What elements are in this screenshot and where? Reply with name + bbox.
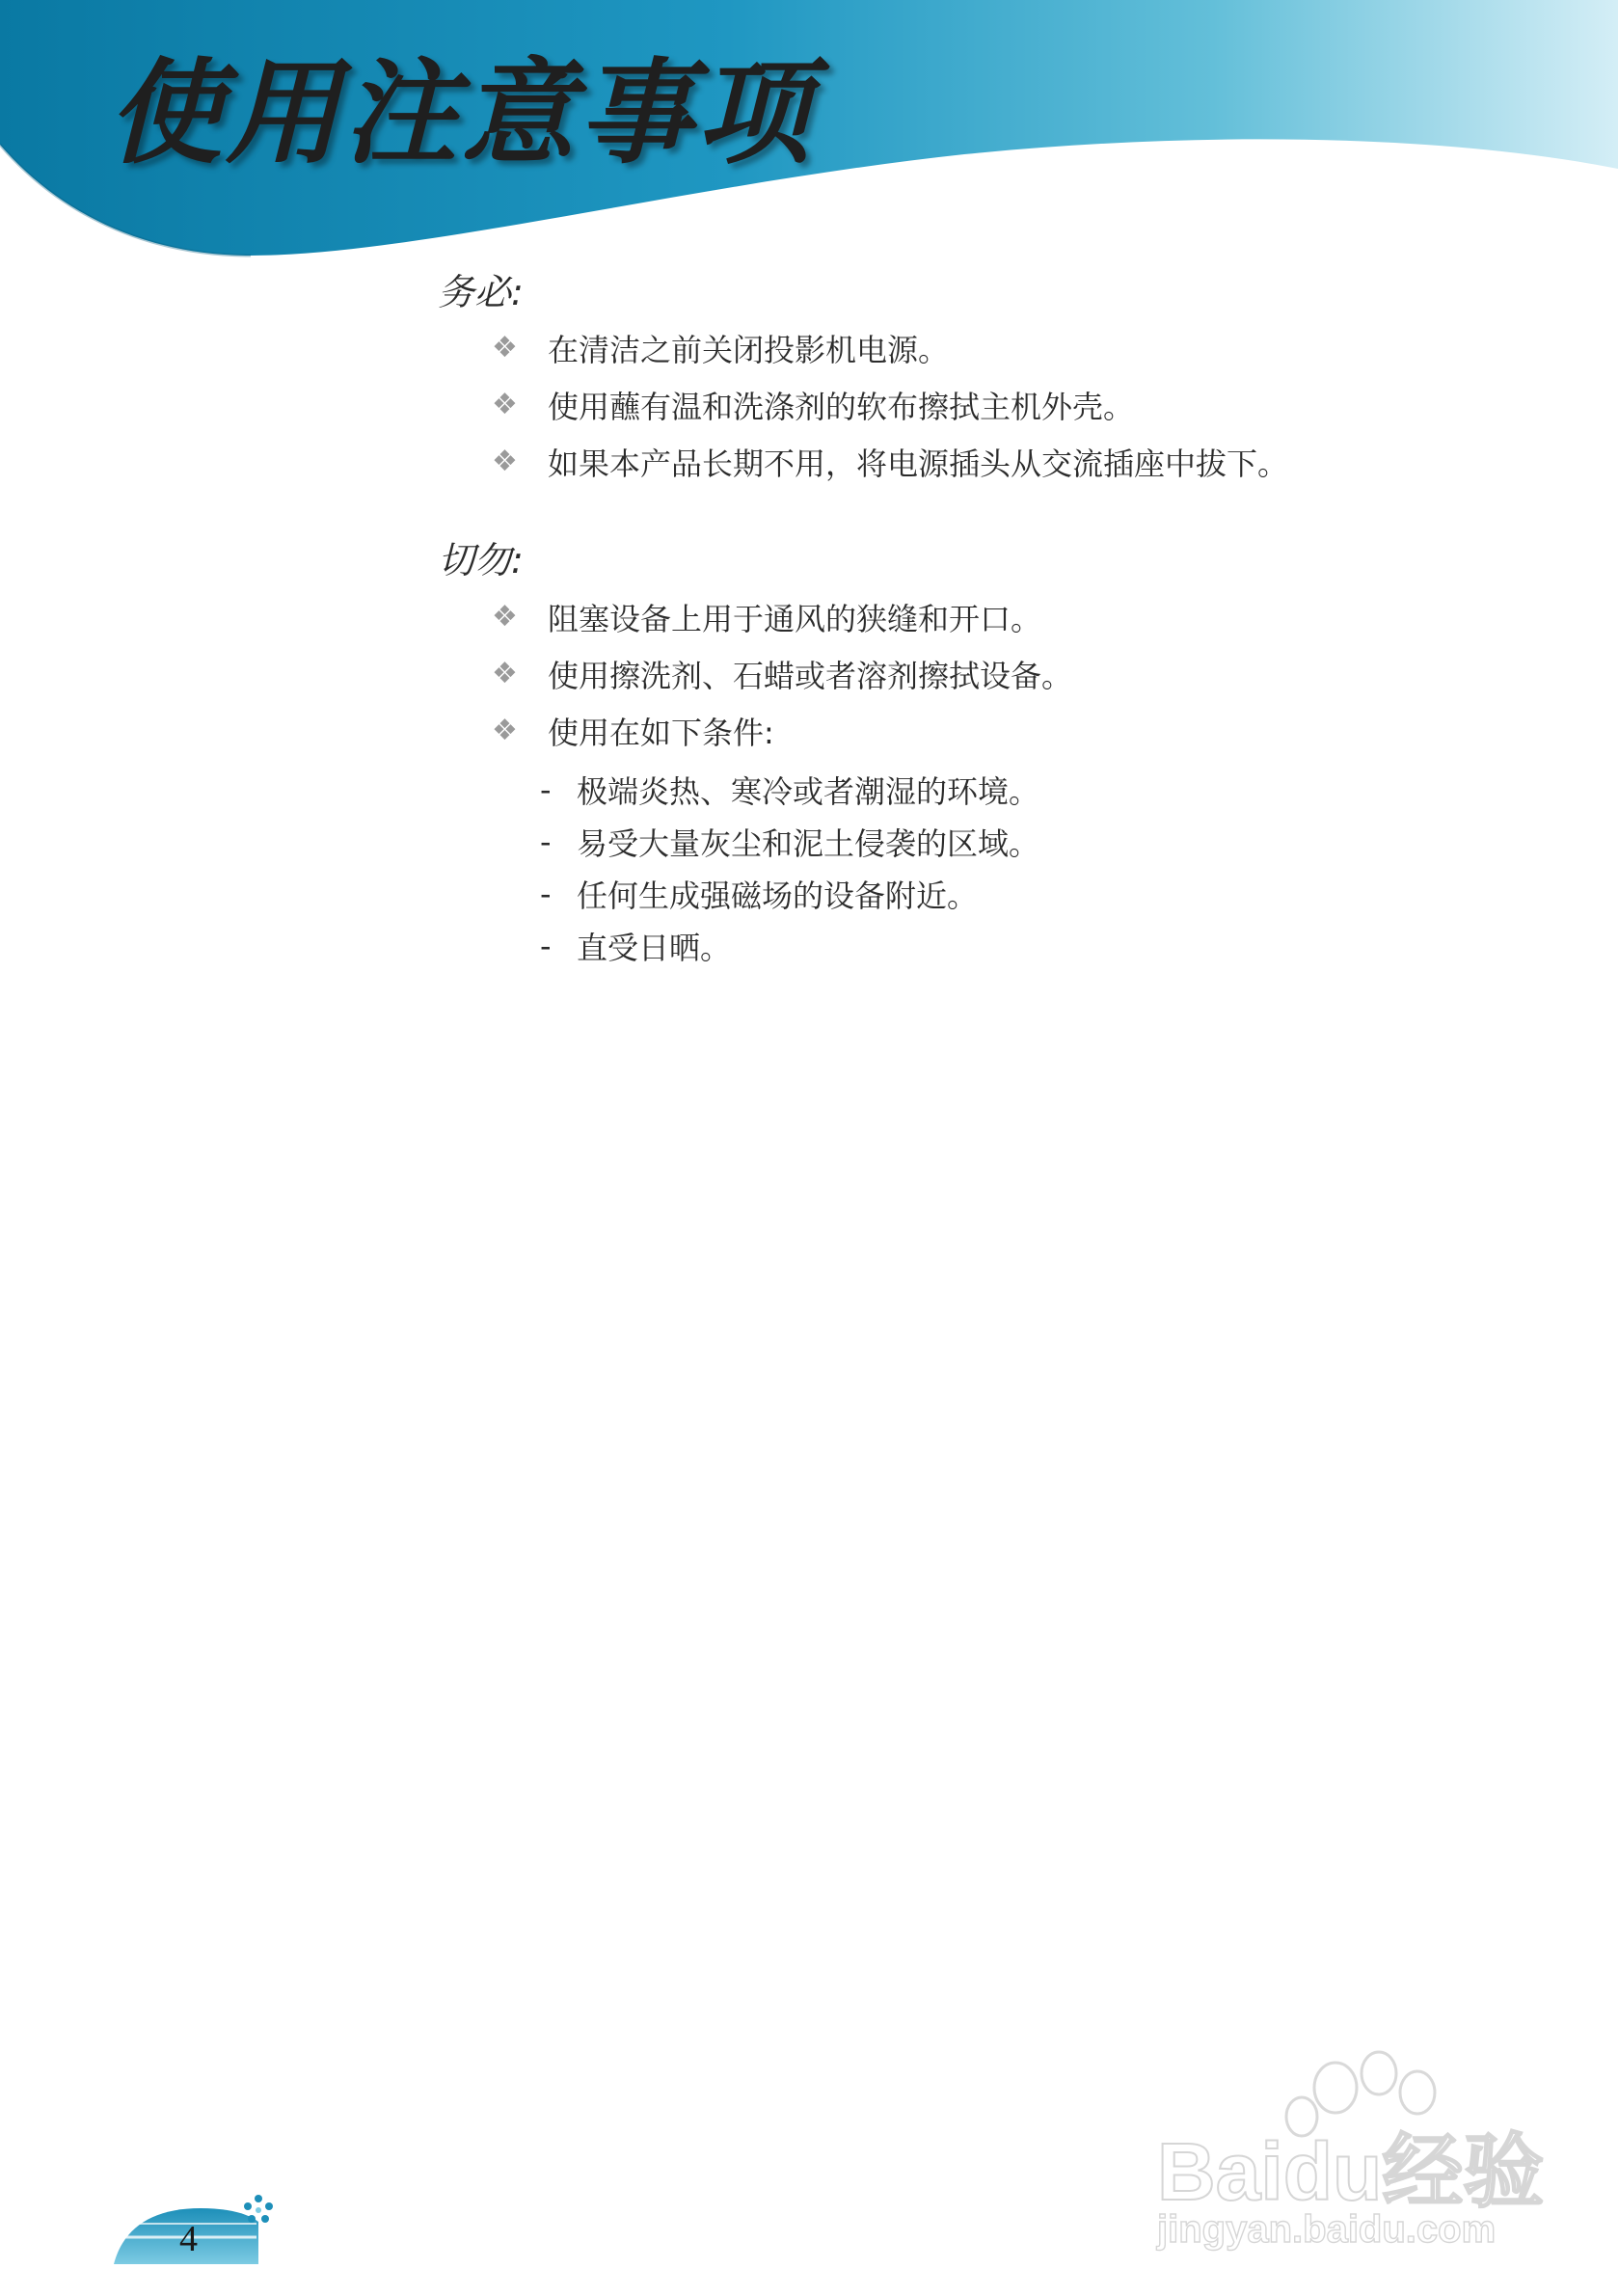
list-item-text: 使用在如下条件: [548, 714, 774, 751]
watermark-brand: Baidu经验 [1157, 2126, 1545, 2217]
list-item-text: 使用擦洗剂、石蜡或者溶剂擦拭设备。 [548, 657, 1073, 694]
dash-marker: - [540, 824, 552, 860]
list-item [492, 433, 1288, 490]
section-heading-do: 务必: [438, 271, 524, 313]
section-heading-dont: 切勿: [438, 539, 524, 581]
sub-item-text: 直受日晒。 [577, 930, 732, 966]
do-list [492, 319, 1288, 490]
list-item [492, 645, 1072, 702]
list-item-text: 在清洁之前关闭投影机电源。 [548, 331, 950, 368]
sub-item-text: 易受大量灰尘和泥土侵袭的区域。 [577, 825, 1040, 862]
dash-marker: - [540, 771, 552, 808]
list-item-text: 使用蘸有温和洗涤剂的软布擦拭主机外壳。 [548, 388, 1135, 425]
list-item [492, 319, 1288, 376]
sub-list-item [540, 764, 1039, 816]
sub-list-item [540, 920, 1039, 972]
page-title: 使用注意事项 [108, 46, 815, 179]
dash-marker: - [540, 876, 552, 912]
diamond-cluster-icon: ❖ [492, 388, 518, 421]
sub-item-text: 任何生成强磁场的设备附近。 [577, 878, 979, 914]
sub-list-item [540, 816, 1039, 868]
sub-list-item [540, 868, 1039, 920]
diamond-cluster-icon: ❖ [492, 714, 518, 747]
list-item [492, 376, 1288, 433]
page-number: 4 [179, 2219, 198, 2259]
sub-item-text: 极端炎热、寒冷或者潮湿的环境。 [577, 773, 1040, 810]
list-item-text: 阻塞设备上用于通风的狭缝和开口。 [548, 600, 1042, 637]
list-item [492, 702, 1072, 759]
diamond-cluster-icon: ❖ [492, 445, 518, 478]
list-item-text: 如果本产品长期不用，将电源插头从交流插座中拔下。 [548, 445, 1289, 482]
diamond-cluster-icon: ❖ [492, 657, 518, 690]
diamond-cluster-icon: ❖ [492, 331, 518, 365]
flower-icon [244, 2195, 273, 2223]
page-badge [114, 2189, 283, 2266]
dash-marker: - [540, 928, 552, 964]
dont-list [492, 588, 1072, 759]
list-item [492, 588, 1072, 645]
watermark-url: jingyan.baidu.com [1157, 2208, 1497, 2251]
diamond-cluster-icon: ❖ [492, 600, 518, 634]
conditions-list [540, 764, 1039, 972]
